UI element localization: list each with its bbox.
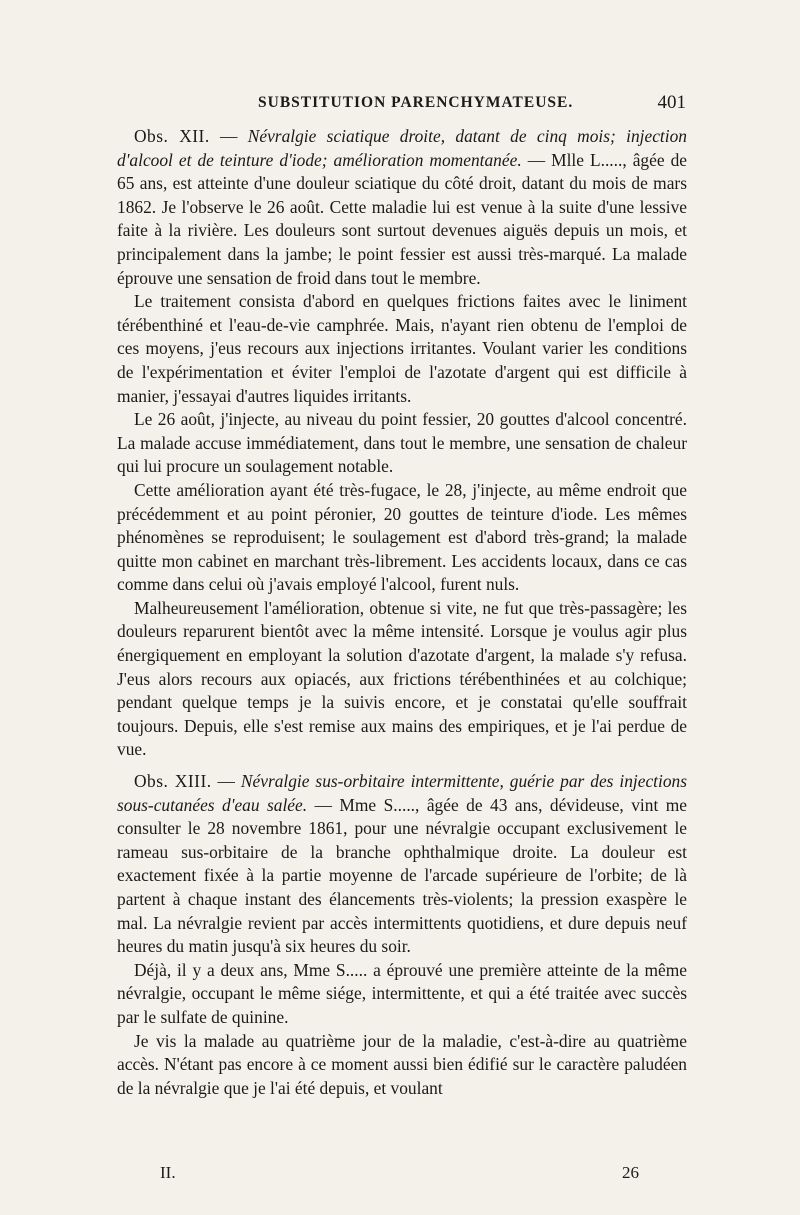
running-head (118, 92, 686, 118)
observation-12-treatment-paragraph: Le traitement consista d'abord en quelques frictions faites avec le liniment térébenthiné et l'eau-de-vie camphrée. Mais, n'ayant rien obtenu de l'emploi de ces moyens, j'eus recours aux injections irritantes. Voulant varier les conditions de l'expérimentation et éviter l'emploi de l'azotate d'argent qui est difficile à manier, j'essayai d'autres liquides irritants. (117, 291, 687, 406)
observation-12-label: Obs. XII. (134, 126, 210, 146)
observation-12-intro: — Mlle L....., âgée de 65 ans, est atteinte d'une douleur sciatique du côté droit, datant du mois de mars 1862. Je l'observe le 26 août. Cette maladie lui est venue à la suite d'une lessive faite à la rivière. Les douleurs sont surtout devenues aiguës depuis un mois, et principalement dans la jambe; le point fessier est aussi très-marqué. La malade éprouve une sensation de froid dans tout le membre. (117, 149, 688, 288)
observation-13-dash: — (211, 771, 241, 792)
observation-13-history-paragraph: Déjà, il y a deux ans, Mme S..... a éprouvé une première atteinte de la même névralgie, occupant le même siége, intermittente, et qui a été traitée avec succès par le sulfate de quinine. (117, 959, 687, 1027)
observation-13-intro: — Mme S....., âgée de 43 ans, dévideuse, vint me consulter le 28 novembre 1861, pour une névralgie occupant exclusivement le rameau sus-orbitaire de la branche ophthalmique droite. La douleur est exactement fixée à la partie moyenne de l'arcade supérieure de l'orbite; de là partent à chaque instant des élancements très-violents; la pression exaspère le mal. La névralgie revient par accès intermittents quotidiens, et dure depuis neuf heures du matin jusqu'à six heures du soir. (117, 794, 687, 957)
observation-12-dash: — (209, 126, 248, 146)
observation-12-outcome-paragraph: Malheureusement l'amélioration, obtenue si vite, ne fut que très-passagère; les douleurs reparurent bientôt avec la même intensité. Lorsque je voulus agir plus énergiquement en employant la solution d'azotate d'argent, la malade s'y refusa. J'eus alors recours aux opiacés, aux frictions térébenthinées et au colchique; pendant quelque temps je la suivis encore, et je constatai qu'elle souffrait toujours. Depuis, elle s'est remise aux mains des empiriques, et je l'ai perdue de vue. (117, 597, 687, 760)
observation-13-title: Névralgie sus-orbitaire intermittente, guérie par des injections sous-cutanées d'eau salée. (117, 771, 687, 815)
body-text (117, 125, 687, 1100)
observation-13-paragraph (117, 770, 687, 959)
observation-12-alcohol-paragraph: Le 26 août, j'injecte, au niveau du point fessier, 20 gouttes d'alcool concentré. La malade accuse immédiatement, dans tout le membre, une sensation de chaleur qui lui procure un soulagement notable. (117, 409, 687, 477)
observation-12-paragraph (117, 125, 687, 290)
observation-13-label: Obs. XIII. (134, 771, 212, 792)
observation-12-iodine-paragraph: Cette amélioration ayant été très-fugace, le 28, j'injecte, au même endroit que précédemment et au point péronier, 20 gouttes de teinture d'iode. Les mêmes phénomènes se reproduisent; le soulagement est d'abord très-grand; la malade quitte mon cabinet en marchant très-librement. Les accidents locaux, dans ce cas comme dans celui où j'avais employé l'alcool, furent nuls. (117, 479, 687, 595)
sheet-number: 26 (622, 1163, 639, 1182)
page-number: 401 (657, 92, 686, 113)
running-title: SUBSTITUTION PARENCHYMATEUSE. (258, 94, 574, 111)
observation-13-visit-paragraph: Je vis la malade au quatrième jour de la maladie, c'est-à-dire au quatrième accès. N'étant pas encore à ce moment aussi bien édifié sur le caractère paludéen de la névralgie que je l'ai été depuis, et voulant (117, 1030, 687, 1098)
signature-mark: II. (160, 1163, 176, 1182)
observation-12-title: Névralgie sciatique droite, datant de cinq mois; injection d'alcool et de teinture d'iode; amélioration momentanée. (117, 126, 687, 170)
